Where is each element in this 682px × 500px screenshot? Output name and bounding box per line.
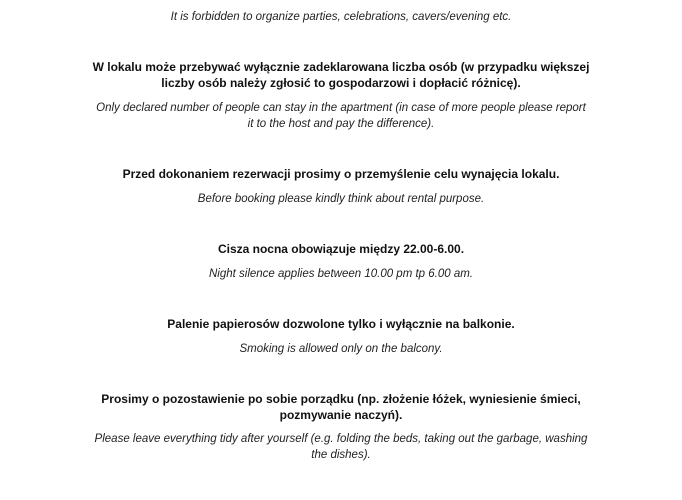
rule-text-pl: Przed dokonaniem rezerwacji prosimy o przemyślenie celu wynajęcia lokalu. — [122, 167, 560, 181]
rule-smoking — [0, 316, 682, 357]
rule-declared-people — [0, 59, 682, 132]
rule-parties — [0, 9, 682, 25]
rule-booking-purpose — [0, 166, 682, 207]
rule-text-en: Night silence applies between 10.00 pm tp 6.00 am. — [208, 268, 474, 280]
rule-text-pl: Palenie papierosów dozwolone tylko i wyłącznie na balkonie. — [167, 317, 515, 331]
rule-text-pl: Prosimy o pozostawienie po sobie porządku (np. złożenie łóżek, wyniesienie śmieci, — [101, 392, 581, 406]
rule-text-pl: W lokalu może przebywać wyłącznie zadeklarowana liczba osób (w przypadku większej — [92, 60, 590, 74]
rule-text-en: the dishes). — [311, 449, 371, 461]
rule-text-en: Before booking please kindly think about rental purpose. — [197, 193, 485, 205]
rule-text-en: it to the host and pay the difference). — [247, 118, 435, 130]
rule-text-en: Only declared number of people can stay in the apartment (in case of more people please report — [96, 102, 586, 114]
rule-text-pl: Cisza nocna obowiązuje między 22.00-6.00. — [217, 242, 465, 256]
rule-text-en: Smoking is allowed only on the balcony. — [239, 343, 443, 355]
rule-tidy — [0, 391, 682, 463]
rule-text-pl: liczby osób należy zgłosić to gospodarzowi i dopłacić różnicę). — [161, 76, 521, 90]
rule-night-silence — [0, 241, 682, 282]
rule-text-en: It is forbidden to organize parties, celebrations, cavers/evening etc. — [170, 11, 512, 23]
rule-text-en: Please leave everything tidy after yourself (e.g. folding the beds, taking out the garbage, washing — [94, 433, 588, 445]
rule-text-pl: pozmywanie naczyń). — [279, 408, 403, 422]
